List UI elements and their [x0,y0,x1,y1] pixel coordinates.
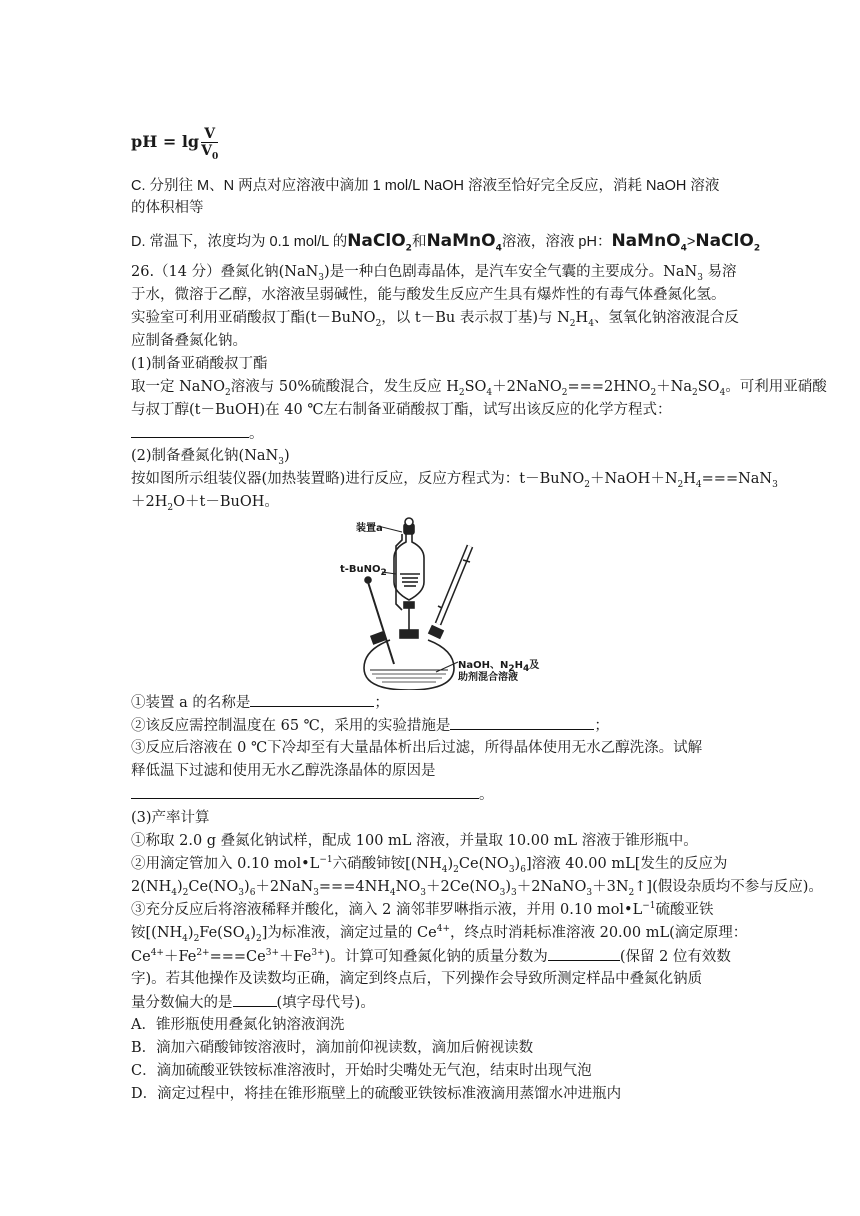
option-d: D．滴定过程中，将挂在锥形瓶壁上的硫酸亚铁铵标准液滴用蒸馏水冲进瓶内 [131,1086,622,1102]
answer-blank-reason[interactable] [131,784,479,799]
option-c: C．滴加硫酸亚铁铵标准溶液时，开始时尖嘴处无气泡，结束时出现气泡 [131,1063,592,1079]
part2-line2: $+2H_2O+t-BuOH$。 [131,494,279,513]
chem-namno4-compare: NaMnO$_4$ [611,231,687,254]
part2-item3-line3: 。 [131,784,494,805]
part1-line2: 与叔丁醇(t－BuOH)在 40 ℃左右制备亚硝酸叔丁酯，试写出该反应的化学方程式： [131,402,672,418]
part3-step3-line3: $Ce^{4+}+Fe^{2+}===Ce^{3+}+Fe^{3+}$)。计算可知叠氮化钠的质量分数为 (保留 2 位有效数 [131,946,731,967]
ph-formula-fraction: $\frac{V}{V_0}$ [201,126,219,162]
part2-item3-line2: 释低温下过滤和使用无水乙醇洗涤晶体的原因是 [131,763,436,779]
answer-blank-device-name[interactable] [250,692,374,707]
q26-intro-line4: 应制备叠氮化钠。 [131,333,247,349]
part1-heading: (1)制备亚硝酸叔丁酯 [131,356,268,372]
part3-step3-line5: 量分数偏大的是 (填字母代号)。 [131,992,375,1013]
part2-item3-line1: ③反应后溶液在 0 ℃下冷却至有大量晶体析出后过滤，所得晶体使用无水乙醇洗涤。试解 [131,740,703,756]
part1-answer-line: 。 [131,423,264,444]
ph-formula [131,126,219,162]
option-a: A．锥形瓶使用叠氮化钠溶液润洗 [131,1017,345,1033]
figure-label-solution-line1: NaOH、$N_2H_4$及 [458,660,540,674]
option-c-line2: 的体积相等 [131,200,204,216]
q26-intro-line2: 于水，微溶于乙醇，水溶液呈弱碱性，能与酸发生反应产生具有爆炸性的有毒气体叠氮化氢。 [131,287,726,303]
answer-blank-temperature[interactable] [450,715,594,730]
part3-step1: ①称取 2.0 g 叠氮化钠试样，配成 100 mL 溶液，并量取 10.00 mL 溶液于锥形瓶中。 [131,833,698,849]
part2-item1: ①装置 a 的名称是 ； [131,692,389,713]
figure-label-tbuno2: t-BuNO$_2$ [340,564,387,578]
option-b: B．滴加六硝酸铈铵溶液时，滴加前仰视读数，滴加后俯视读数 [131,1040,534,1056]
part2-line1: 按如图所示组装仪器(加热装置略)进行反应，反应方程式为：$t-BuNO_2+NaOH+N_2H_4===NaN_3$ [131,471,778,490]
part1-line1: 取一定 NaNO$_2$溶液与 50%硫酸混合，发生反应 $H_2SO_4+2NaNO_2===2HNO_2+Na_2SO_4$。可利用亚硝酸 [131,379,827,398]
part3-step3-line1: ③充分反应后将溶液稀释并酸化，滴入 2 滴邻菲罗啉指示液，并用 0.10 $mol•L^{-1}$硫酸亚铁 [131,901,714,918]
answer-blank-mass-fraction[interactable] [548,946,620,961]
figure-label-solution [458,660,539,684]
q26-intro-line3: 实验室可利用亚硝酸叔丁酯(t－BuNO$_2$，以 t－Bu 表示叔丁基)与 $N_2H_4$、氢氧化钠溶液混合反 [131,310,739,329]
part2-heading: (2)制备叠氮化钠(NaN$_3$) [131,448,290,467]
part3-step3-line4: 字)。若其他操作及读数均正确，滴定到终点后，下列操作会导致所测定样品中叠氮化钠质 [131,971,703,987]
chem-naclo2-compare: NaClO$_2$ [695,231,761,254]
ph-formula-lhs: pH = lg [131,132,200,151]
figure-label-device-a: 装置a [356,523,383,534]
part2-item2: ②该反应需控制温度在 65 ℃，采用的实验措施是 ； [131,715,609,736]
answer-blank-option[interactable] [233,992,277,1007]
answer-blank-equation[interactable] [131,423,249,438]
part3-heading: (3)产率计算 [131,810,210,826]
part3-step2-line1: ②用滴定管加入 0.10 $mol•L^{-1}$六硝酸铈铵$[(NH_4)_2Ce(NO_3)_6]$溶液 40.00 mL[发生的反应为 [131,855,728,875]
figure-label-solution-line2: 助剂混合溶液 [458,672,518,683]
q26-intro-line1: 26.（14 分）叠氮化钠(NaN$_3$)是一种白色剧毒晶体，是汽车安全气囊的主要成分。NaN$_3$ 易溶 [131,264,737,283]
chem-naclo2: NaClO$_2$ [347,231,412,254]
option-c-line1: C. 分别往 M、N 两点对应溶液中滴加 1 mol/L NaOH 溶液至恰好完全反应，消耗 NaOH 溶液 [131,178,720,194]
chem-namno4: NaMnO$_4$ [426,231,502,254]
part3-step3-line2: 铵$[(NH_4)_2Fe(SO_4)_2]$为标准液，滴定过量的 $Ce^{4+}$，终点时消耗标准溶液 20.00 mL(滴定原理： [131,924,748,944]
part3-step2-line2: $2(NH_4)_2Ce(NO_3)_6+2NaN_3===4NH_4NO_3+2Ce(NO_3)_3+2NaNO_3+3N_2↑$](假设杂质均不参与反应)。 [131,879,823,898]
option-d-line: D. 常温下，浓度均为 0.1 mol/L 的NaClO$_2$和NaMnO$_4$溶液，溶液 pH：NaMnO$_4$>NaClO$_2$ [131,231,761,254]
